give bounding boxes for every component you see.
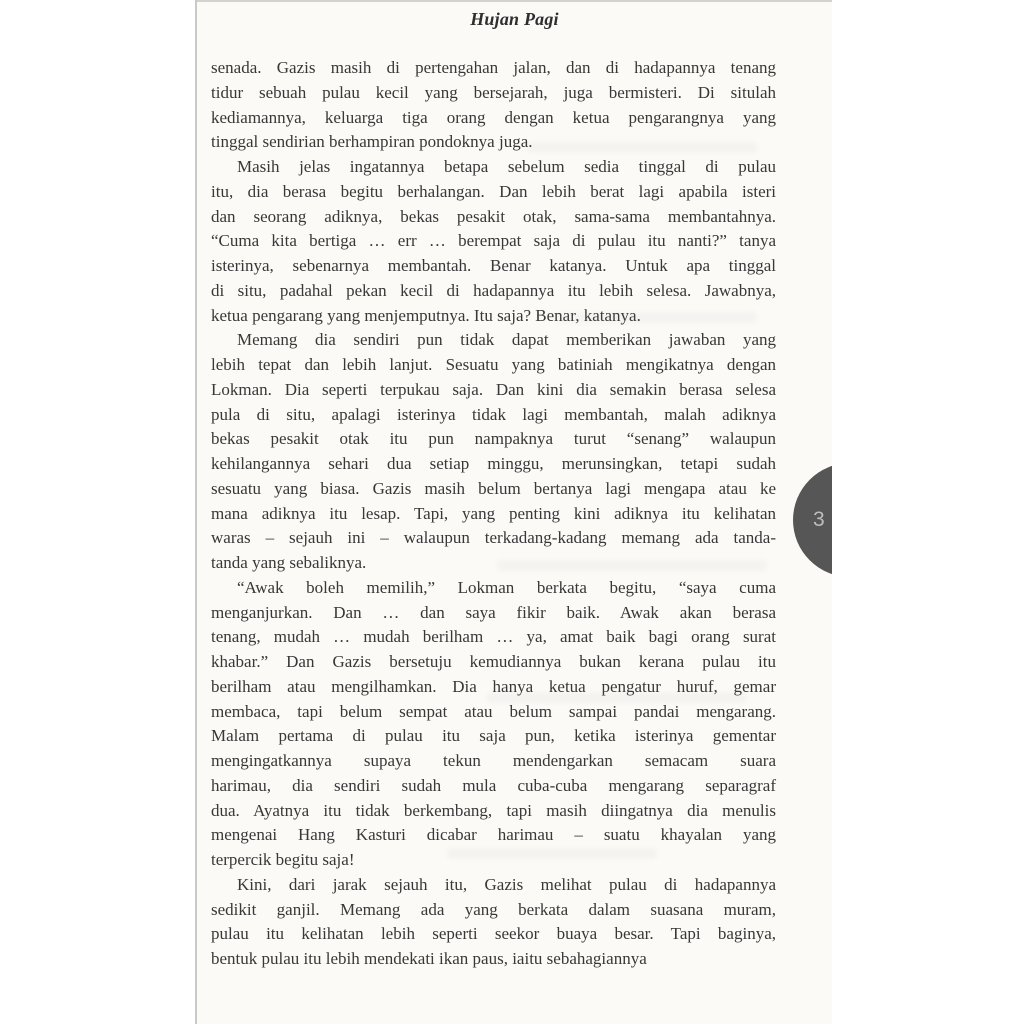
text-line: tenang, mudah … mudah berilham … ya, amat baik bagi orang surat [211,627,776,647]
book-page [195,0,832,1024]
text-line: senada. Gazis masih di pertengahan jalan, dan di hadapannya tenang [211,58,776,77]
paragraph [211,873,776,972]
text-line: mana adiknya itu lesap. Tapi, yang penting kini adiknya itu kelihatan [211,503,776,523]
text-line: membaca, tapi belum sempat atau belum sampai pandai mengarang. [211,701,776,721]
paragraph [211,328,776,576]
bleedthrough-ghost [487,692,747,703]
bleedthrough-ghost [447,848,657,859]
text-line: “Awak boleh memilih,” Lokman berkata begitu, “saya cuma [237,577,776,597]
text-line: pulau itu kelihatan lebih seperti seekor buaya besar. Tapi baginya, [211,924,776,944]
text-line: khabar.” Dan Gazis bersetuju kemudiannya bukan kerana pulau itu [211,652,776,671]
paragraph [211,576,776,873]
text-line: berilham atau mengilhamkan. Dia hanya ketua pengatur huruf, gemar [211,676,776,696]
text-line: tidur sebuah pulau kecil yang bersejarah, juga bermisteri. Di situlah [211,82,776,102]
text-line: dan seorang adiknya, bekas pesakit otak, sama-sama membantahnya. [211,206,776,226]
text-line: Memang dia sendiri pun tidak dapat memberikan jawaban yang [237,330,776,350]
bleedthrough-ghost [527,142,757,153]
text-line: kehilangannya sehari dua setiap minggu, merunsingkan, tetapi sudah [211,454,776,473]
paragraph [211,155,776,328]
chapter-index-tab [793,463,832,577]
text-line: Masih jelas ingatannya betapa sebelum sedia tinggal di pulau [237,157,776,176]
text-line: dua. Ayatnya itu tidak berkembang, tapi masih diingatnya dia menulis [211,800,776,820]
paragraph [211,56,776,155]
page-top-edge [197,0,832,2]
text-line: sedikit ganjil. Memang ada yang berkata dalam suasana muram, [211,899,776,919]
bleedthrough-ghost [497,560,767,571]
running-header: Hujan Pagi [470,9,559,29]
text-line: bekas pesakit otak itu pun nampaknya turut “senang” walaupun [211,429,776,449]
text-line: “Cuma kita bertiga … err … berempat saja di pulau itu nanti?” tanya [211,231,776,251]
text-line: terpercik begitu saja! [211,850,355,869]
text-line: sesuatu yang biasa. Gazis masih belum bertanya lagi mengapa atau ke [211,478,776,498]
text-line: isterinya, sebenarnya membantah. Benar katanya. Untuk apa tinggal [211,256,776,275]
text-line: ketua pengarang yang menjemputnya. Itu saja? Benar, katanya. [211,305,641,325]
chapter-number-label: 3 [813,508,825,531]
text-line: Malam pertama di pulau itu saja pun, ketika isterinya gementar [211,726,776,746]
text-line: tanda yang sebaliknya. [211,553,367,572]
text-line: di situ, padahal pekan kecil di hadapannya itu lebih selesa. Jawabnya, [211,280,776,300]
text-line: Lokman. Dia seperti terpukau saja. Dan kini dia semakin berasa selesa [211,379,776,399]
text-line: menganjurkan. Dan … dan saya fikir baik. Awak akan berasa [211,602,776,622]
text-line: tinggal sendirian berhampiran pondoknya juga. [211,132,533,152]
text-line: pula di situ, apalagi isterinya tidak lagi membantah, malah adiknya [211,404,776,424]
text-line: bentuk pulau itu lebih mendekati ikan paus, iaitu sebahagiannya [211,949,647,968]
text-line: mengenai Hang Kasturi dicabar harimau – suatu khayalan yang [211,825,776,845]
text-line: harimau, dia sendiri sudah mula cuba-cuba mengarang separagraf [211,775,776,795]
text-line: waras – sejauh ini – walaupun terkadang-kadang memang ada tanda- [211,528,776,548]
text-line: itu, dia berasa begitu berhalangan. Dan lebih berat lagi apabila isteri [211,181,776,201]
text-line: lebih tepat dan lebih lanjut. Sesuatu yang batiniah mengikatnya dengan [211,355,776,374]
text-line: mengingatkannya supaya tekun mendengarkan semacam suara [211,751,776,770]
text-line: Kini, dari jarak sejauh itu, Gazis melihat pulau di hadapannya [237,874,776,894]
body-text [211,56,776,972]
bleedthrough-ghost [557,312,757,323]
text-line: kediamannya, keluarga tiga orang dengan ketua pengarangnya yang [211,107,776,127]
